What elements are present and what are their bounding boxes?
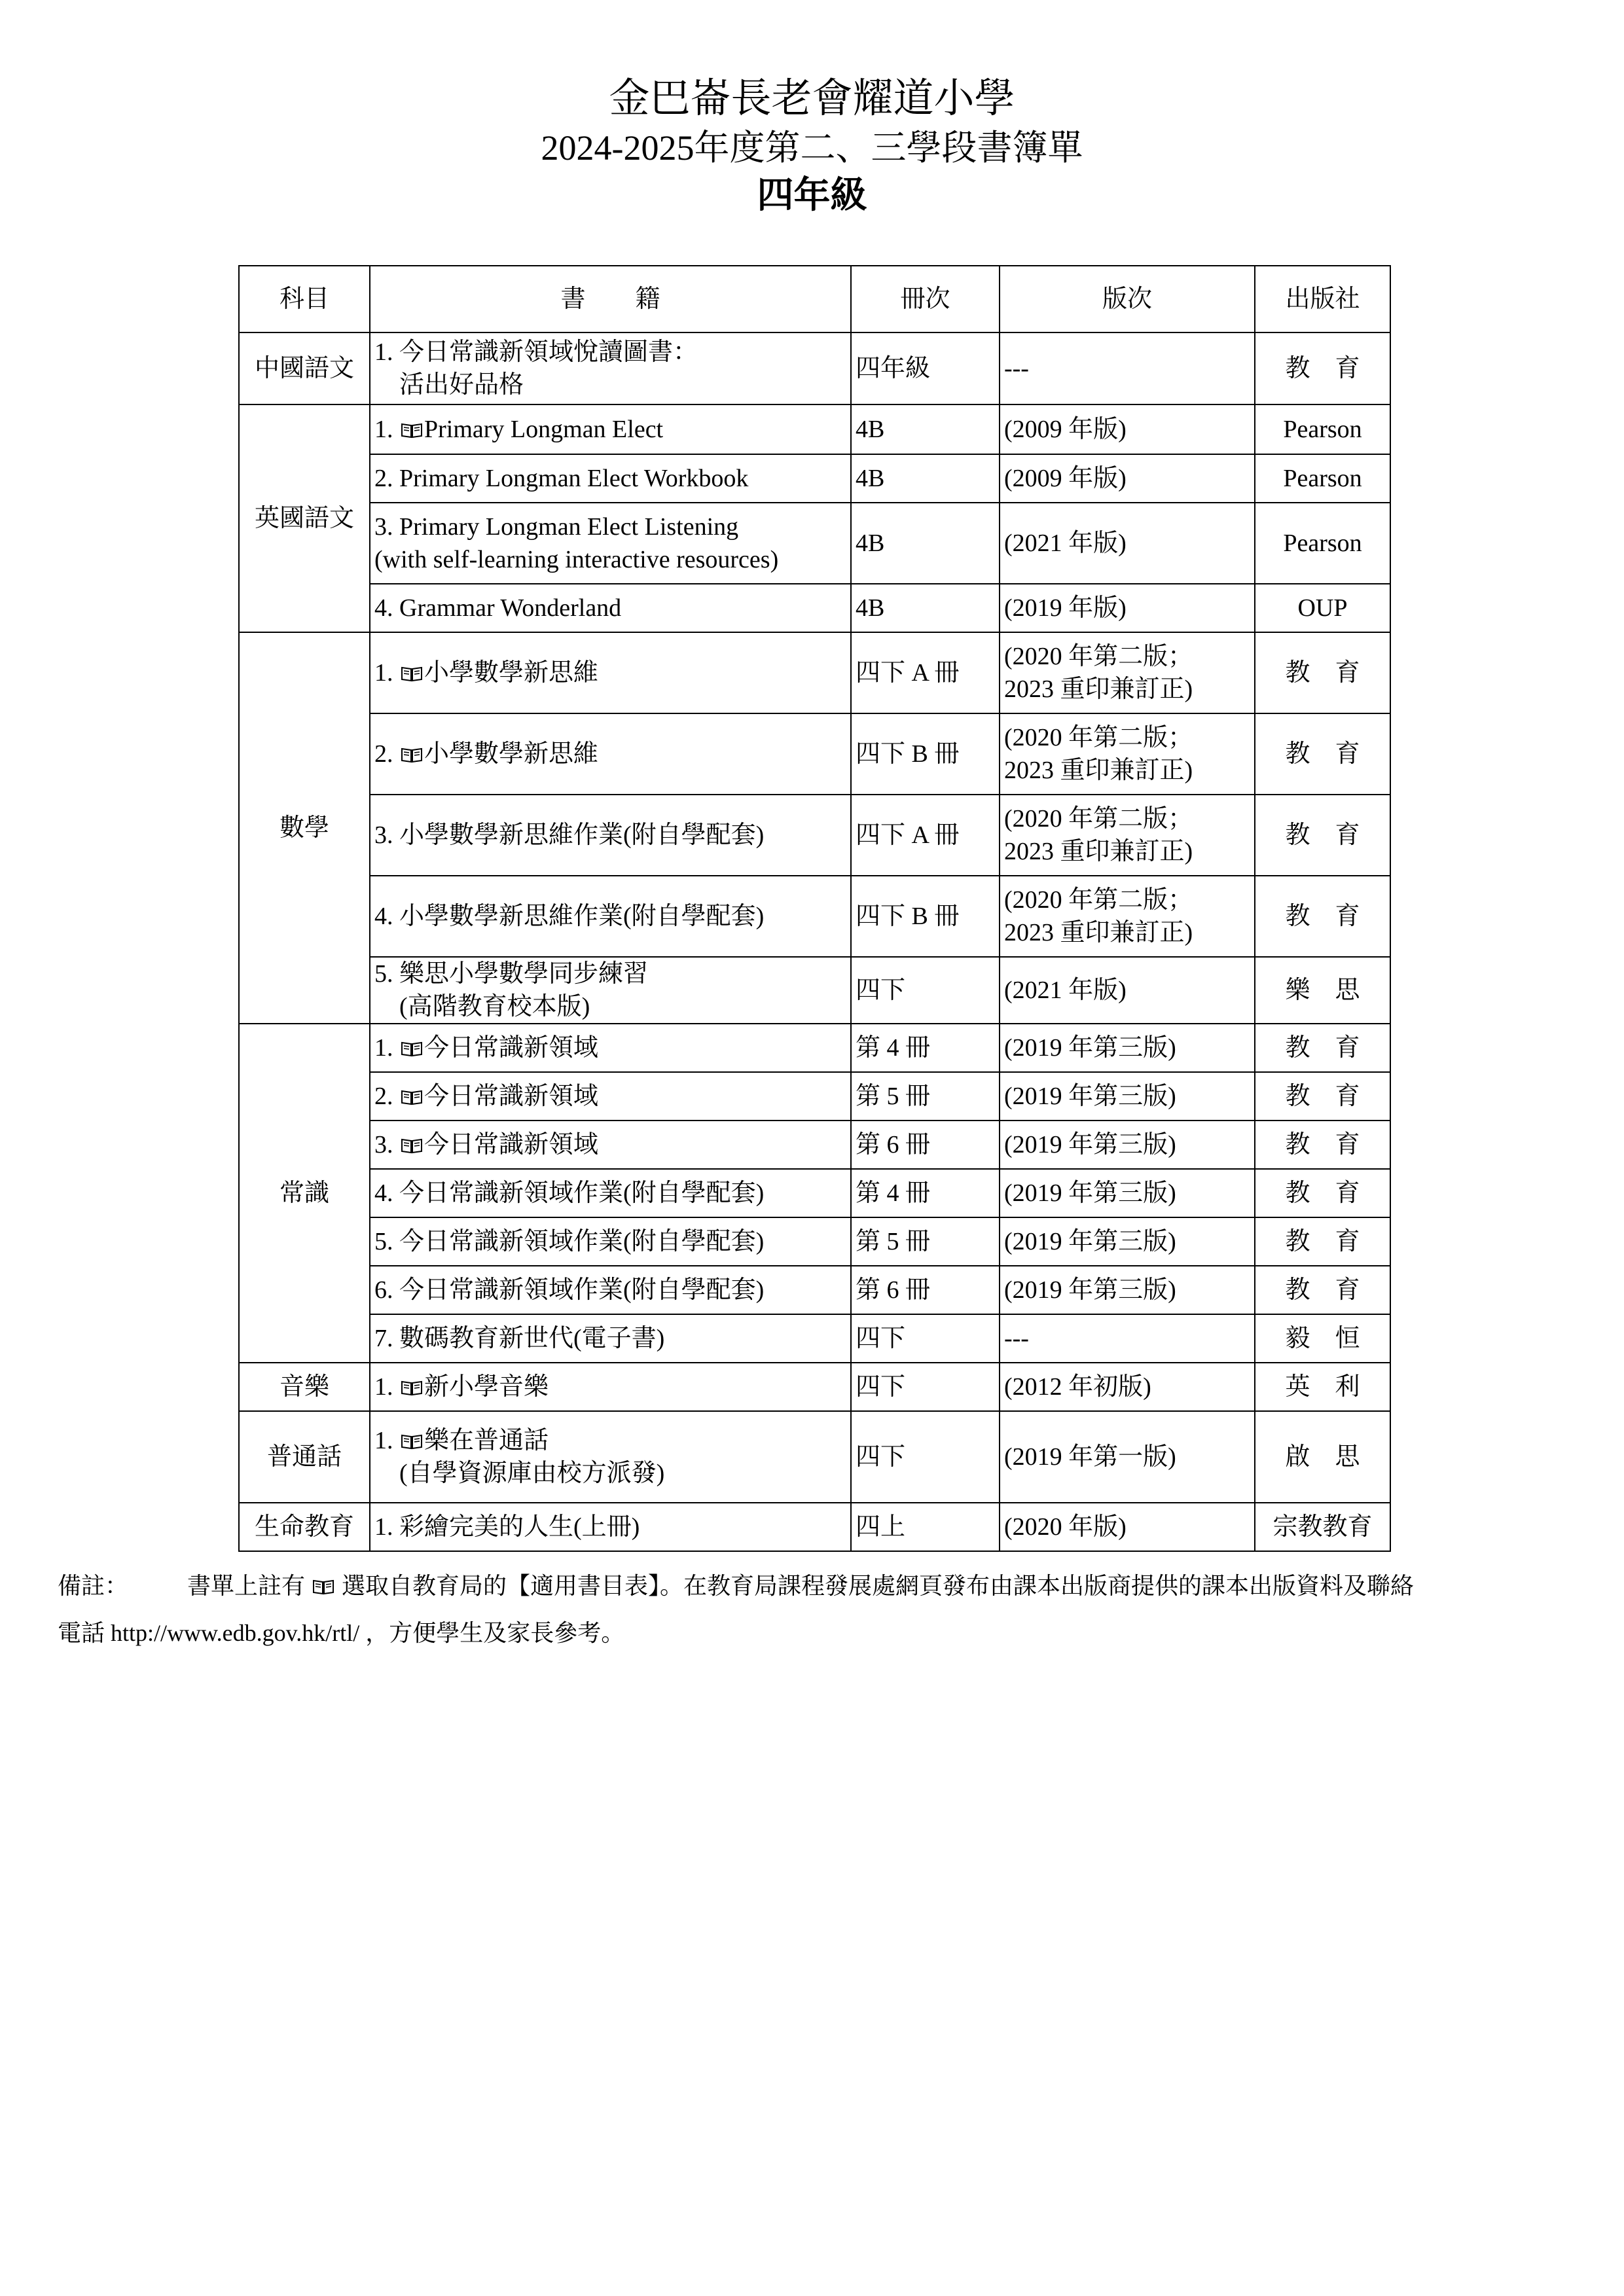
table-row: [239, 1217, 1390, 1266]
edition-cell: [1000, 1072, 1255, 1121]
edition-cell: [1000, 584, 1255, 632]
book-title-cell: [370, 632, 851, 713]
edition-text: (2020 年版): [1004, 1513, 1127, 1541]
table-row: [239, 1024, 1390, 1072]
edition-text: (2019 年第三版): [1004, 1083, 1176, 1110]
edition-text: (2020 年第二版；: [1004, 805, 1193, 833]
volume-cell: 四下 B 冊: [851, 713, 1000, 795]
table-row: [239, 1503, 1390, 1551]
edition-text: (2009 年版): [1004, 416, 1127, 443]
open-book-icon: [401, 1130, 423, 1147]
subject-cell: 常識: [239, 1024, 370, 1363]
volume-cell: 第 4 冊: [851, 1024, 1000, 1072]
book-title-cell: [370, 1411, 851, 1503]
book-title: 6. 今日常識新領域作業(附自學配套): [374, 1276, 765, 1304]
open-book-icon: [401, 1426, 423, 1443]
subject-cell: 數學: [239, 632, 370, 1024]
table-row: [239, 1411, 1390, 1503]
book-title-cell: [370, 584, 851, 632]
table-row: [239, 713, 1390, 795]
edition-text: (2009 年版): [1004, 465, 1127, 492]
publisher-cell: 教 育: [1255, 876, 1390, 957]
open-book-icon: [401, 1372, 423, 1389]
subject-cell: 音樂: [239, 1363, 370, 1411]
column-header-publisher: 出版社: [1255, 266, 1390, 332]
edition-text: (2020 年第二版；: [1004, 643, 1193, 670]
edition-cell: [1000, 957, 1255, 1024]
edition-text: ---: [1004, 355, 1029, 382]
publisher-cell: 教 育: [1255, 1217, 1390, 1266]
book-title-cell: [370, 1169, 851, 1217]
school-name: 金巴崙長老會耀道小學: [609, 74, 1015, 122]
volume-cell: 第 5 冊: [851, 1072, 1000, 1121]
table-header-row: [239, 266, 1390, 332]
publisher-cell: 教 育: [1255, 332, 1390, 404]
table-row: [239, 1121, 1390, 1169]
edition-text: (2019 年版): [1004, 594, 1127, 622]
table-row: [239, 454, 1390, 503]
publisher-cell: 宗教教育: [1255, 1503, 1390, 1551]
book-title: 1.: [374, 659, 399, 687]
book-title-rest: 樂在普通話: [424, 1427, 549, 1454]
edition-cell: [1000, 1503, 1255, 1551]
volume-cell: 第 5 冊: [851, 1217, 1000, 1266]
volume-cell: 四年級: [851, 332, 1000, 404]
book-title: 2.: [374, 1083, 399, 1110]
volume-cell: 四上: [851, 1503, 1000, 1551]
publisher-cell: Pearson: [1255, 454, 1390, 503]
publisher-cell: 教 育: [1255, 1169, 1390, 1217]
book-title: 1. 今日常識新領域悅讀圖書：: [374, 338, 698, 366]
table-row: [239, 876, 1390, 957]
edition-text: (2019 年第三版): [1004, 1228, 1176, 1255]
edition-text: (2020 年第二版；: [1004, 886, 1193, 914]
book-title: 4. 小學數學新思維作業(附自學配套): [374, 903, 765, 930]
table-row: [239, 1072, 1390, 1121]
volume-cell: 第 4 冊: [851, 1169, 1000, 1217]
edition-cell: [1000, 454, 1255, 503]
volume-cell: 四下 B 冊: [851, 876, 1000, 957]
book-title-line2: 活出好品格: [399, 371, 524, 399]
edition-cell: [1000, 876, 1255, 957]
book-title-cell: [370, 1024, 851, 1072]
open-book-icon: [401, 739, 423, 756]
book-title: 4. Grammar Wonderland: [374, 594, 622, 622]
book-title-cell: [370, 1503, 851, 1551]
volume-cell: 4B: [851, 503, 1000, 584]
table-row: [239, 632, 1390, 713]
edition-cell: [1000, 1217, 1255, 1266]
open-book-icon: [401, 1033, 423, 1050]
note-text-after-icon: 選取自教育局的【適用書目表】。在教育局課程發展處網頁發布由課本出版商提供的課本出版資料及聯絡: [342, 1573, 1415, 1599]
open-book-icon: [401, 414, 423, 431]
edition-text: ---: [1004, 1325, 1029, 1352]
edition-cell: [1000, 1121, 1255, 1169]
book-title-rest: 小學數學新思維: [424, 740, 599, 768]
booklist-title: 2024-2025年度第二、三學段書簿單: [541, 128, 1083, 168]
book-title-cell: [370, 404, 851, 454]
book-title: 5. 今日常識新領域作業(附自學配套): [374, 1228, 765, 1255]
book-title-rest: 新小學音樂: [424, 1373, 549, 1401]
edition-text: (2021 年版): [1004, 529, 1127, 557]
table-row: [239, 795, 1390, 876]
book-title-rest: 小學數學新思維: [424, 659, 599, 687]
book-title-cell: [370, 454, 851, 503]
edition-text: (2019 年第三版): [1004, 1131, 1176, 1158]
edition-cell: [1000, 1169, 1255, 1217]
edition-text-line2: 2023 重印兼訂正): [1004, 675, 1193, 703]
book-title: 1.: [374, 1427, 399, 1454]
note-label: 備註：: [58, 1573, 129, 1599]
edition-cell: [1000, 713, 1255, 795]
book-title: 3. Primary Longman Elect Listening: [374, 513, 739, 541]
publisher-cell: 教 育: [1255, 1266, 1390, 1314]
book-title-cell: [370, 332, 851, 404]
book-title-cell: [370, 957, 851, 1024]
edition-text-line2: 2023 重印兼訂正): [1004, 757, 1193, 784]
book-title-cell: [370, 1217, 851, 1266]
note-text-before-icon: 書單上註有: [187, 1573, 306, 1599]
book-title: 1.: [374, 416, 399, 443]
grade-heading: 四年級: [757, 173, 867, 217]
volume-cell: 4B: [851, 584, 1000, 632]
note-line-1: [58, 1570, 1414, 1602]
table-row: [239, 1169, 1390, 1217]
publisher-cell: 教 育: [1255, 713, 1390, 795]
edition-cell: [1000, 1266, 1255, 1314]
volume-cell: 第 6 冊: [851, 1121, 1000, 1169]
table-row: [239, 503, 1390, 584]
table-row: [239, 1314, 1390, 1363]
book-title-cell: [370, 876, 851, 957]
book-title: 3.: [374, 1131, 399, 1158]
publisher-cell: OUP: [1255, 584, 1390, 632]
edition-cell: [1000, 1363, 1255, 1411]
publisher-cell: 教 育: [1255, 1024, 1390, 1072]
book-title-line2: (高階教育校本版): [399, 993, 590, 1020]
booklist-table: [238, 265, 1391, 1552]
edition-cell: [1000, 404, 1255, 454]
edition-text-line2: 2023 重印兼訂正): [1004, 838, 1193, 865]
volume-cell: 四下: [851, 1314, 1000, 1363]
column-header-subject: 科目: [239, 266, 370, 332]
edition-text: (2019 年第三版): [1004, 1034, 1176, 1062]
book-title-cell: [370, 503, 851, 584]
subject-cell: 中國語文: [239, 332, 370, 404]
publisher-cell: 教 育: [1255, 1121, 1390, 1169]
edition-text: (2019 年第三版): [1004, 1276, 1176, 1304]
table-row: [239, 404, 1390, 454]
book-title: 1.: [374, 1373, 399, 1401]
book-title-cell: [370, 713, 851, 795]
volume-cell: 4B: [851, 404, 1000, 454]
book-title-line2: (with self-learning interactive resources): [374, 546, 779, 573]
publisher-cell: 樂 思: [1255, 957, 1390, 1024]
publisher-cell: 英 利: [1255, 1363, 1390, 1411]
volume-cell: 四下 A 冊: [851, 632, 1000, 713]
publisher-cell: Pearson: [1255, 503, 1390, 584]
table-row: [239, 1266, 1390, 1314]
volume-cell: 4B: [851, 454, 1000, 503]
publisher-cell: 啟 思: [1255, 1411, 1390, 1503]
publisher-cell: 毅 恒: [1255, 1314, 1390, 1363]
edition-text: (2012 年初版): [1004, 1373, 1151, 1401]
note-line-2: 電話 http://www.edb.gov.hk/rtl/ ，方便學生及家長參考。: [58, 1620, 625, 1646]
table-row: [239, 1363, 1390, 1411]
book-title: 2.: [374, 740, 399, 768]
edition-text-line2: 2023 重印兼訂正): [1004, 919, 1193, 946]
table-row: [239, 584, 1390, 632]
edition-text: (2019 年第三版): [1004, 1179, 1176, 1207]
edition-text: (2021 年版): [1004, 977, 1127, 1004]
edition-cell: [1000, 1024, 1255, 1072]
book-title-cell: [370, 795, 851, 876]
book-title: 1. 彩繪完美的人生(上冊): [374, 1513, 640, 1541]
book-title-cell: [370, 1314, 851, 1363]
publisher-cell: 教 育: [1255, 795, 1390, 876]
publisher-cell: 教 育: [1255, 1072, 1390, 1121]
volume-cell: 第 6 冊: [851, 1266, 1000, 1314]
book-title: 3. 小學數學新思維作業(附自學配套): [374, 821, 765, 849]
book-title: 4. 今日常識新領域作業(附自學配套): [374, 1179, 765, 1207]
subject-cell: 普通話: [239, 1411, 370, 1503]
publisher-cell: Pearson: [1255, 404, 1390, 454]
table-row: [239, 332, 1390, 404]
book-title: 1.: [374, 1034, 399, 1062]
open-book-icon: [401, 1081, 423, 1098]
edition-cell: [1000, 632, 1255, 713]
book-title-rest: 今日常識新領域: [424, 1131, 599, 1158]
column-header-volume: 冊次: [851, 266, 1000, 332]
publisher-cell: 教 育: [1255, 632, 1390, 713]
book-title-rest: 今日常識新領域: [424, 1083, 599, 1110]
edition-text: (2020 年第二版；: [1004, 724, 1193, 751]
edition-cell: [1000, 503, 1255, 584]
column-header-edition: 版次: [1000, 266, 1255, 332]
book-title: 2. Primary Longman Elect Workbook: [374, 465, 749, 492]
volume-cell: 四下: [851, 1411, 1000, 1503]
book-title-rest: Primary Longman Elect: [424, 416, 664, 443]
book-title-cell: [370, 1072, 851, 1121]
book-title-rest: 今日常識新領域: [424, 1034, 599, 1062]
book-title-cell: [370, 1266, 851, 1314]
table-row: [239, 957, 1390, 1024]
open-book-icon: [401, 658, 423, 675]
edition-text: (2019 年第一版): [1004, 1443, 1176, 1471]
subject-cell: 英國語文: [239, 404, 370, 632]
book-title-cell: [370, 1363, 851, 1411]
subject-cell: 生命教育: [239, 1503, 370, 1551]
book-title-line2: (自學資源庫由校方派發): [399, 1460, 665, 1487]
open-book-icon: [312, 1578, 334, 1595]
volume-cell: 四下: [851, 1363, 1000, 1411]
edition-cell: [1000, 1314, 1255, 1363]
book-title-cell: [370, 1121, 851, 1169]
edition-cell: [1000, 795, 1255, 876]
column-header-book: 書 籍: [370, 266, 851, 332]
book-title: 5. 樂思小學數學同步練習: [374, 960, 649, 988]
edition-cell: [1000, 332, 1255, 404]
volume-cell: 四下: [851, 957, 1000, 1024]
book-title: 7. 數碼教育新世代(電子書): [374, 1325, 665, 1352]
edition-cell: [1000, 1411, 1255, 1503]
volume-cell: 四下 A 冊: [851, 795, 1000, 876]
